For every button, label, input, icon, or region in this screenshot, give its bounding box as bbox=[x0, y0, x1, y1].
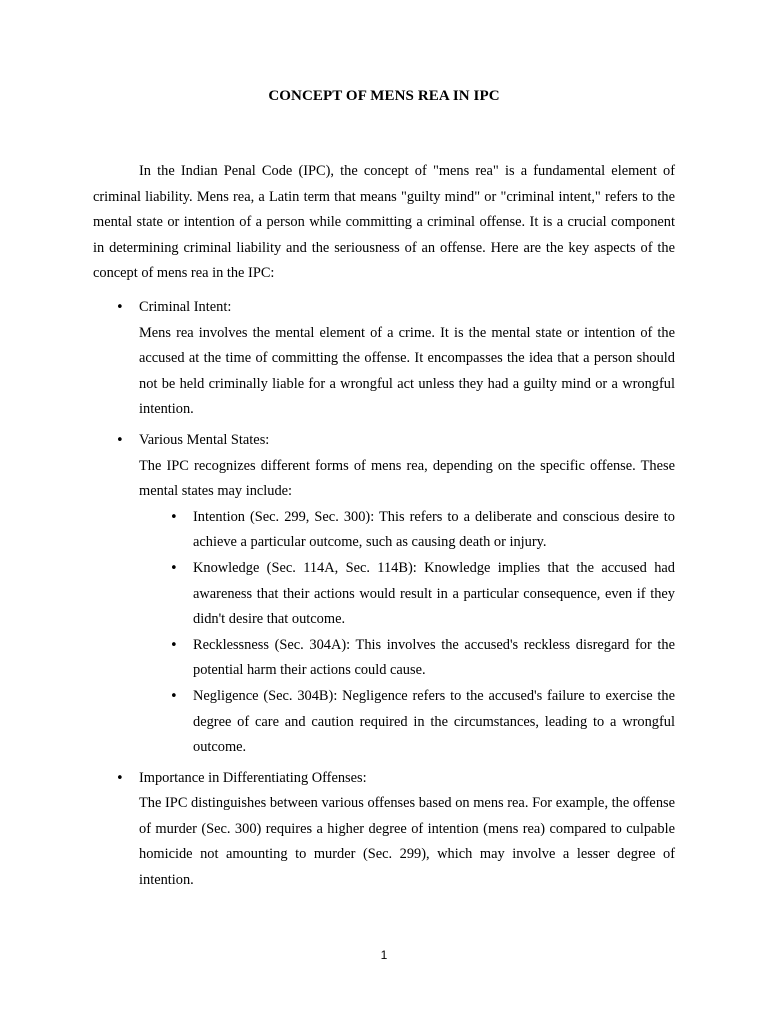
aspects-list bbox=[139, 295, 675, 899]
section-body-differentiating-offenses: The IPC distinguishes between various offenses based on mens rea. For example, the offense of murder (Sec. 300) requires a higher degree of intention (mens rea) compared to culpable homicide not amounting to murder (Sec. 299), which may involve a lesser degree of intention. bbox=[139, 795, 675, 889]
section-heading-differentiating-offenses: • Importance in Differentiating Offenses: bbox=[139, 769, 367, 786]
sublist-item-knowledge: • Knowledge (Sec. 114A, Sec. 114B): Knowledge implies that the accused had awareness that their actions would result in a particular consequence, even if they didn't desire that outcome. bbox=[193, 556, 675, 633]
section-body-mental-states: The IPC recognizes different forms of mens rea, depending on the specific offense. These mental states may include: bbox=[139, 457, 675, 500]
intro-paragraph: In the Indian Penal Code (IPC), the concept of "mens rea" is a fundamental element of criminal liability. Mens rea, a Latin term that means "guilty mind" or "criminal intent," refers to the mental state or intention of a person while committing a criminal offense. It is a crucial component in determining criminal liability and the seriousness of an offense. Here are the key aspects of the concept of mens rea in the IPC: bbox=[93, 163, 675, 282]
sublist-item-negligence: • Negligence (Sec. 304B): Negligence refers to the accused's failure to exercise the degree of care and caution required in the circumstances, leading to a wrongful outcome. bbox=[193, 684, 675, 761]
section-heading-mental-states: • Various Mental States: bbox=[139, 431, 270, 448]
section-body-criminal-intent: Mens rea involves the mental element of a crime. It is the mental state or intention of the accused at the time of committing the offense. It encompasses the idea that a person should not be held criminally liable for a wrongful act unless they had a guilty mind or a wrongful intention. bbox=[139, 324, 675, 418]
mental-states-sublist bbox=[139, 505, 675, 761]
list-item bbox=[139, 766, 675, 894]
document-title: CONCEPT OF MENS REA IN IPC bbox=[268, 88, 500, 104]
section-heading-criminal-intent: • Criminal Intent: bbox=[139, 299, 232, 315]
page-number: 1 bbox=[380, 948, 388, 962]
sublist-item-intention: • Intention (Sec. 299, Sec. 300): This refers to a deliberate and conscious desire to achieve a particular outcome, such as causing death or injury. bbox=[193, 505, 675, 556]
list-item bbox=[139, 295, 675, 423]
list-item bbox=[139, 428, 675, 761]
sublist-item-recklessness: • Recklessness (Sec. 304A): This involves the accused's reckless disregard for the potential harm their actions could cause. bbox=[193, 633, 675, 684]
